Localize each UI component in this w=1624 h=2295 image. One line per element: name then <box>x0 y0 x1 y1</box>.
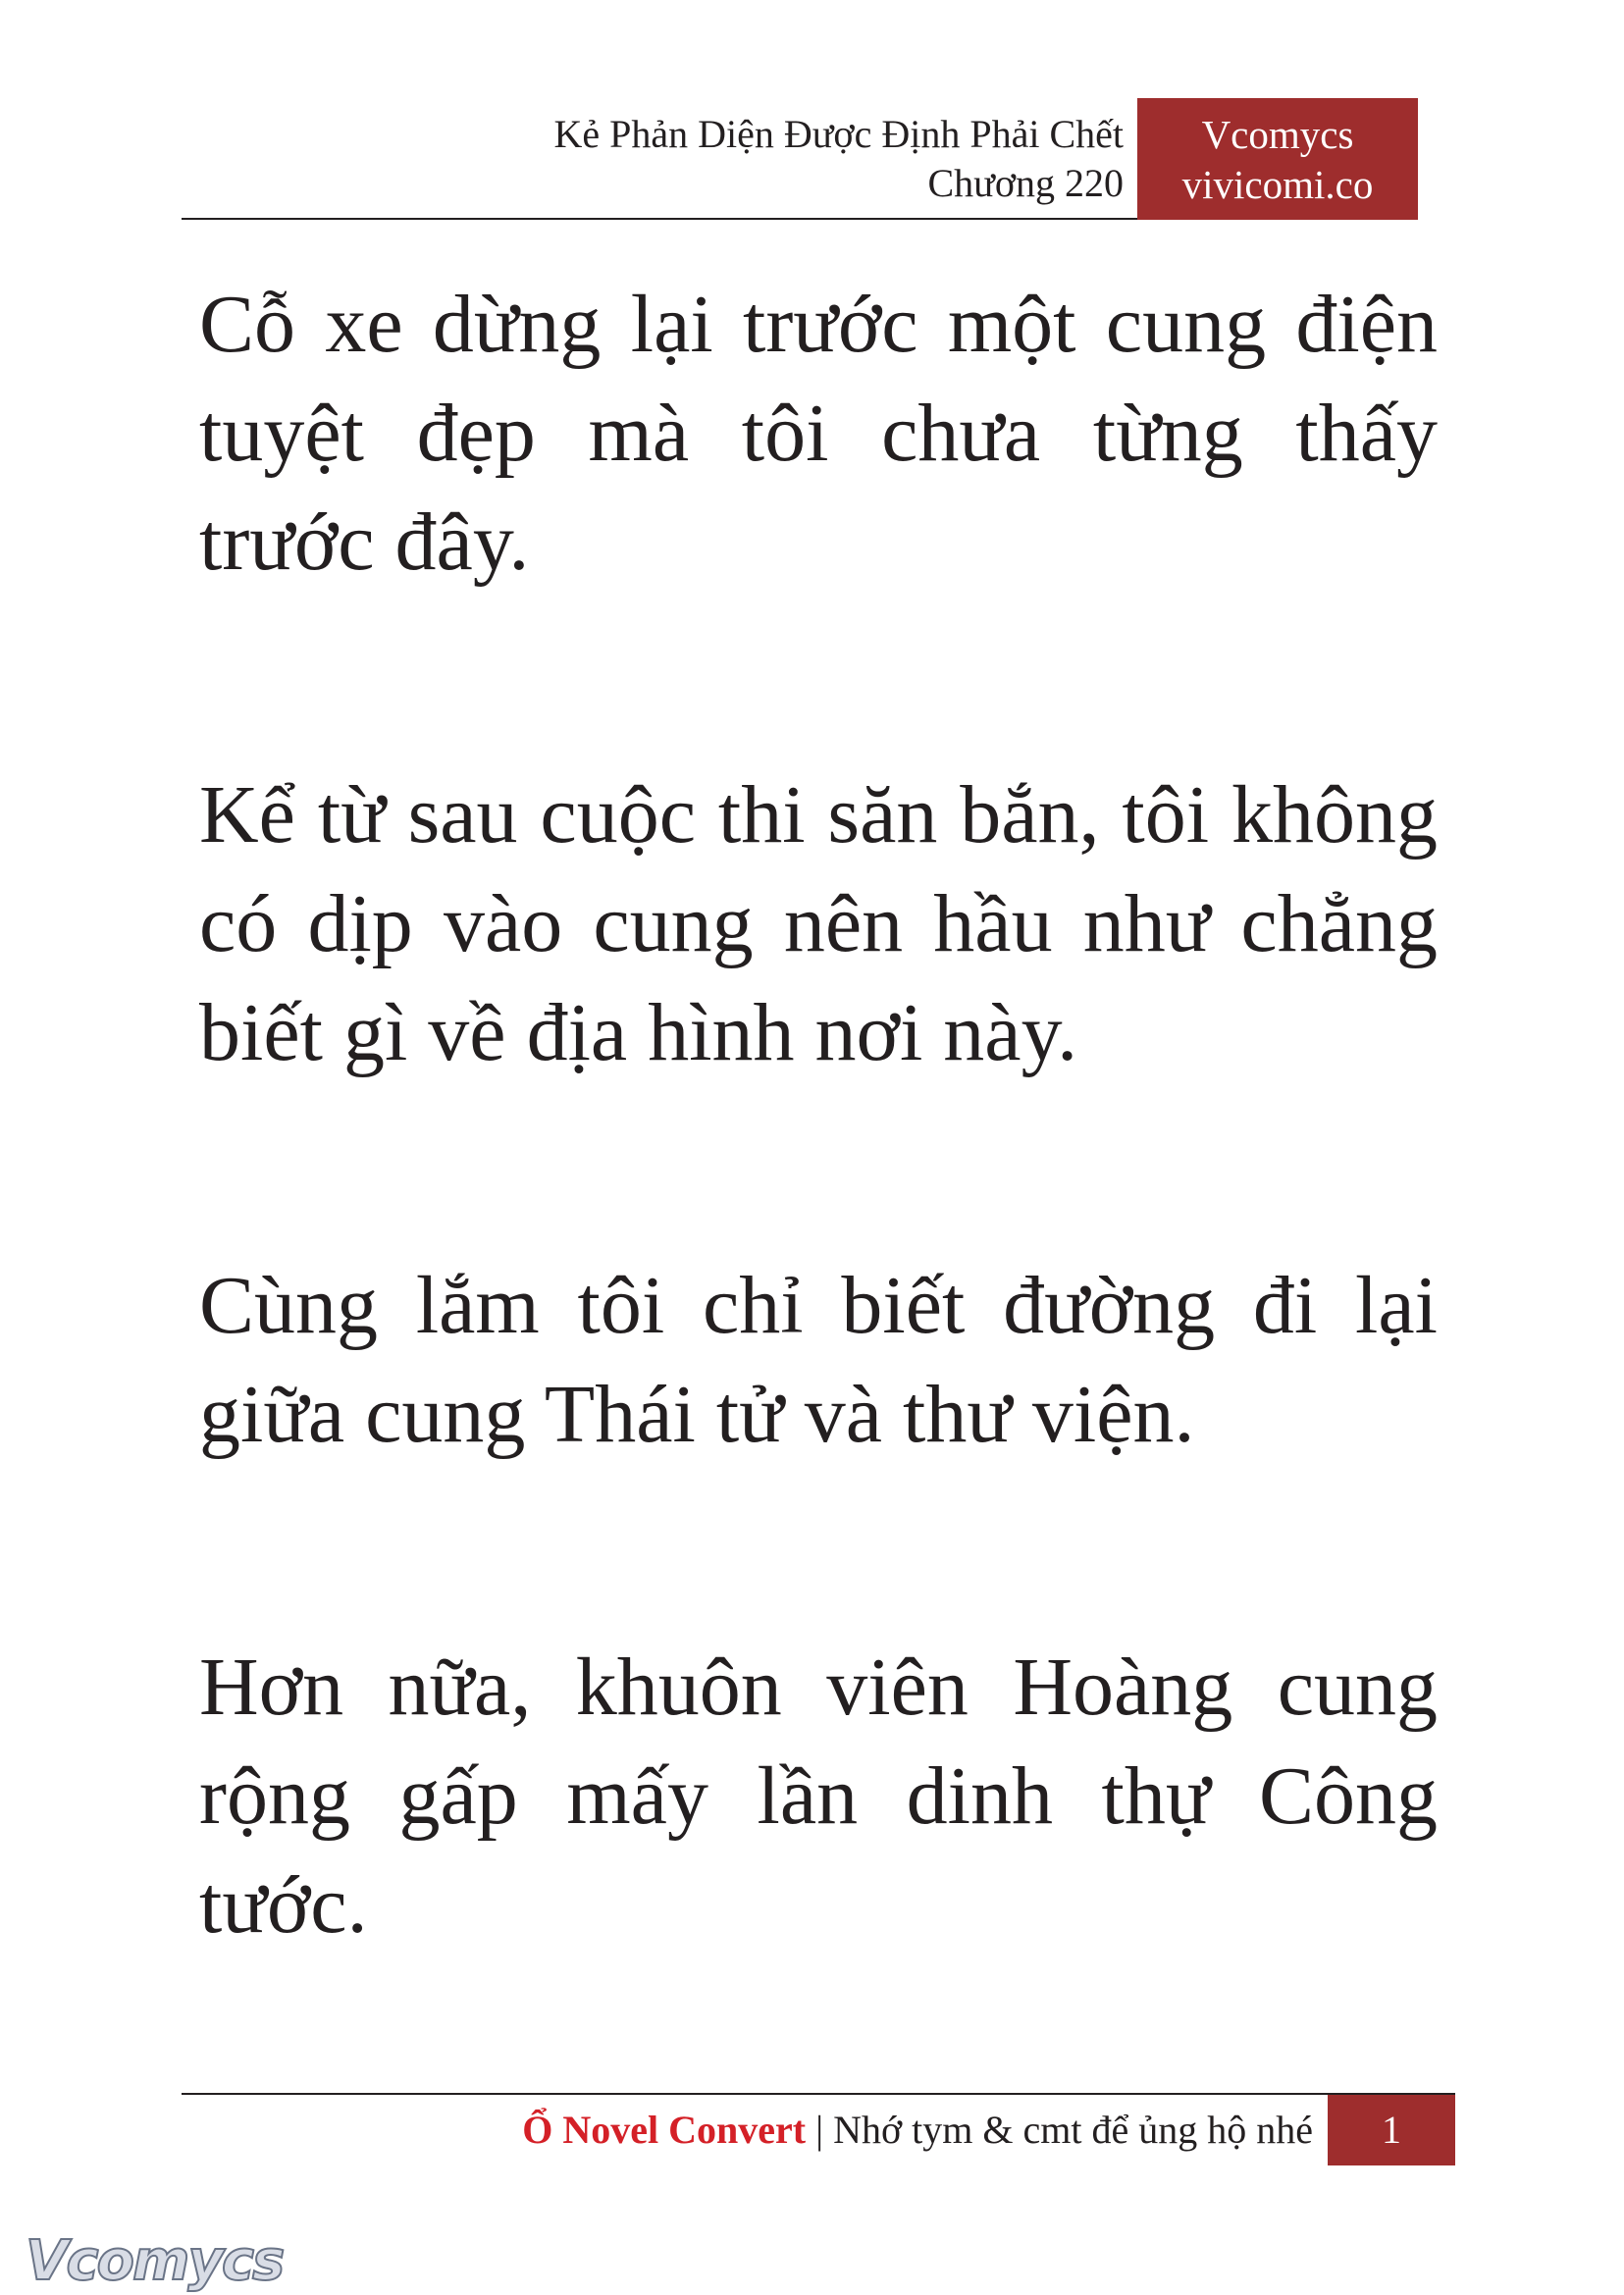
paragraph: Cỗ xe dừng lại trước một cung điện tuyệt đẹp mà tôi chưa từng thấy trước đây. <box>199 279 1438 588</box>
page-footer <box>182 2093 1455 2165</box>
chapter-label: Chương 220 <box>927 161 1124 205</box>
header-text <box>553 110 1124 208</box>
footer-separator: | <box>815 2108 824 2152</box>
paragraph: Kể từ sau cuộc thi săn bắn, tôi không có dịp vào cung nên hầu như chẳng biết gì về địa hình nơi này. <box>199 769 1438 1078</box>
footer-brand: Ổ Novel Convert <box>522 2108 807 2152</box>
brand-box <box>1137 98 1418 220</box>
book-title: Kẻ Phản Diện Được Định Phải Chết <box>553 112 1124 156</box>
brand-site: vivicomi.co <box>1181 162 1374 207</box>
chapter-content <box>199 270 1438 1959</box>
paragraph: Hơn nữa, khuôn viên Hoàng cung rộng gấp mấy lần dinh thự Công tước. <box>199 1642 1438 1951</box>
page-number: 1 <box>1328 2095 1455 2165</box>
watermark-logo: Vcomycs <box>26 2229 284 2293</box>
footer-text <box>522 2105 1313 2156</box>
paragraph: Cùng lắm tôi chỉ biết đường đi lại giữa cung Thái tử và thư viện. <box>199 1260 1438 1460</box>
brand-name: Vcomycs <box>1201 112 1354 157</box>
page-header <box>182 98 1418 220</box>
footer-message: Nhớ tym & cmt để ủng hộ nhé <box>833 2108 1313 2152</box>
